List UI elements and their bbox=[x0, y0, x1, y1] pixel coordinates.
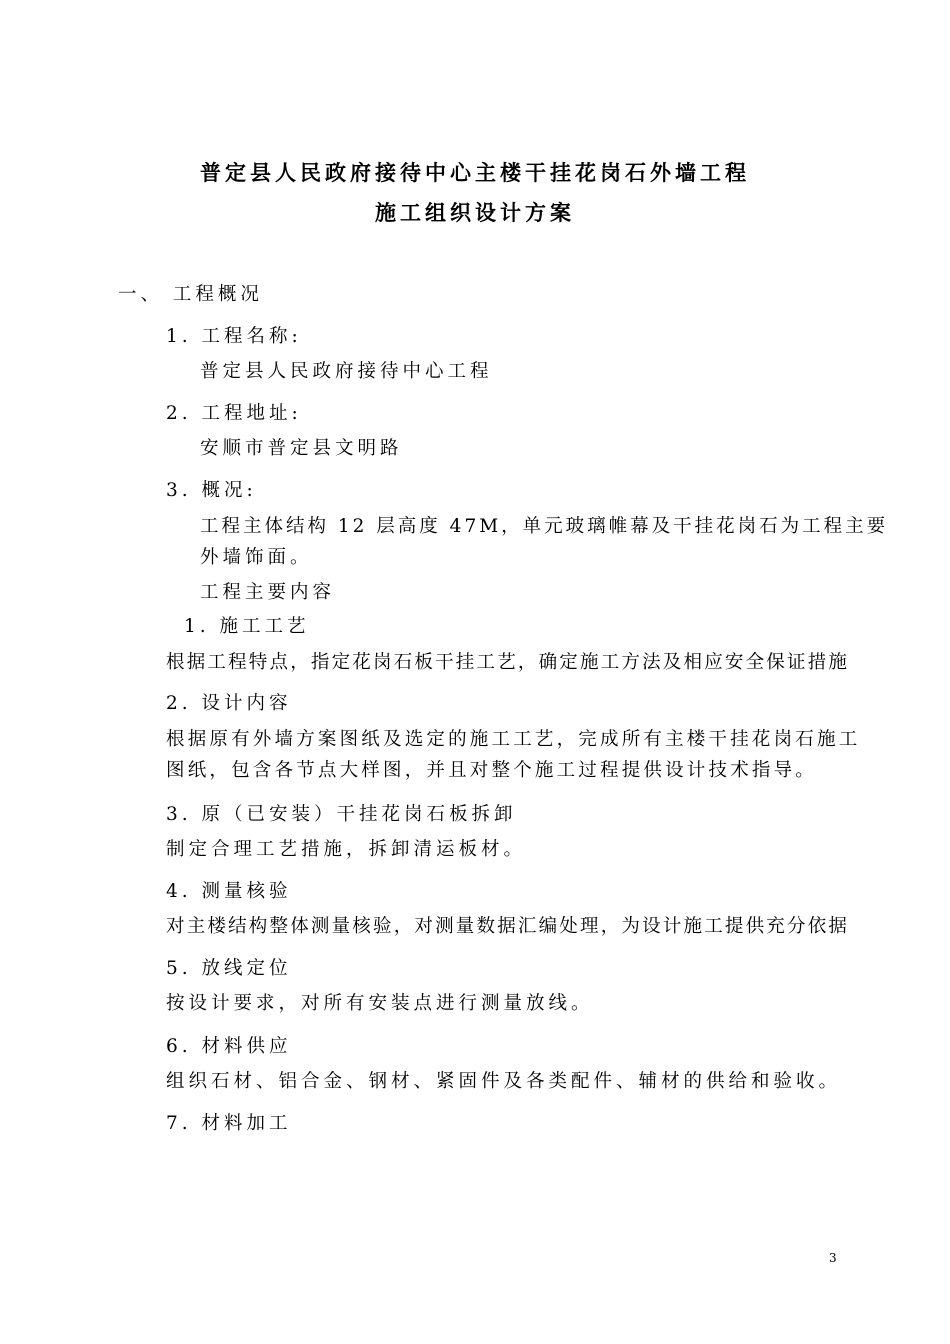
item-project-address-value: 安顺市普定县文明路 bbox=[200, 438, 403, 459]
content-7-heading: 7. 材料加工 bbox=[166, 1113, 292, 1134]
document-title-line2: 施工组织设计方案 bbox=[375, 200, 575, 225]
content-6-body: 组织石材、铝合金、钢材、紧固件及各类配件、辅材的供给和验收。 bbox=[166, 1071, 842, 1092]
content-3-body: 制定合理工艺措施，拆卸清运板材。 bbox=[166, 839, 527, 860]
page-number: 3 bbox=[829, 1251, 837, 1265]
section-heading-overview: 一、 工程概况 bbox=[118, 284, 263, 305]
item-overview-label: 3. 概况: bbox=[166, 480, 257, 501]
content-2-body-line2: 图纸，包含各节点大样图，并且对整个施工过程提供设计技术指导。 bbox=[166, 760, 818, 781]
content-4-body: 对主楼结构整体测量核验，对测量数据汇编处理，为设计施工提供充分依据 bbox=[166, 916, 850, 937]
content-6-heading: 6. 材料供应 bbox=[166, 1036, 292, 1057]
document-title-line1: 普定县人民政府接待中心主楼干挂花岗石外墙工程 bbox=[200, 160, 750, 185]
item-overview-text-line1: 工程主体结构 12 层高度 47M，单元玻璃帷幕及干挂花岗石为工程主要 bbox=[200, 516, 889, 537]
content-1-heading: 1. 施工工艺 bbox=[184, 616, 310, 637]
content-5-heading: 5. 放线定位 bbox=[166, 958, 292, 979]
item-project-name-label: 1. 工程名称: bbox=[166, 326, 302, 347]
item-project-address-label: 2. 工程地址: bbox=[166, 403, 302, 424]
item-project-name-value: 普定县人民政府接待中心工程 bbox=[200, 361, 493, 382]
item-main-content-heading: 工程主要内容 bbox=[200, 582, 336, 603]
item-overview-text-line2: 外墙饰面。 bbox=[200, 547, 313, 568]
content-2-heading: 2. 设计内容 bbox=[166, 693, 292, 714]
content-3-heading: 3. 原（已安装）干挂花岗石板拆卸 bbox=[166, 804, 517, 825]
content-1-body: 根据工程特点，指定花岗石板干挂工艺，确定施工方法及相应安全保证措施 bbox=[166, 652, 850, 673]
content-5-body: 按设计要求，对所有安装点进行测量放线。 bbox=[166, 993, 594, 1014]
content-2-body-line1: 根据原有外墙方案图纸及选定的施工工艺，完成所有主楼干挂花岗石施工 bbox=[166, 729, 861, 750]
content-4-heading: 4. 测量核验 bbox=[166, 881, 292, 902]
